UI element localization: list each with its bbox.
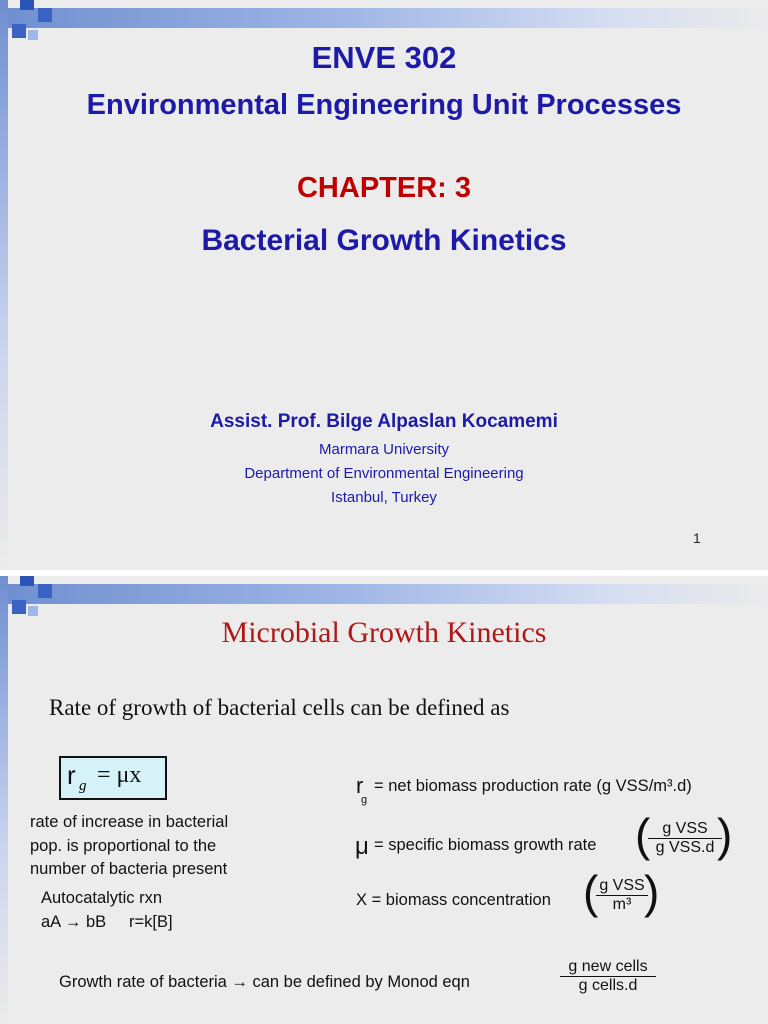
decor-square [12,600,26,614]
mu-units-numerator: g VSS [662,820,708,837]
autocatalytic-reaction: aA → bB r=k[B] [41,913,173,931]
left-paren: ( [583,866,599,918]
growth-equation-box [59,756,167,800]
x-units [596,877,648,914]
monod-units-denominator: g cells.d [560,976,656,995]
page-number: 1 [693,530,701,546]
note-line: rate of increase in bacterial [30,813,229,831]
mu-definition: = specific biomass growth rate [374,836,597,854]
header-gradient-bar [0,8,768,28]
decor-square [20,576,34,586]
equation-subscript: g [79,778,87,794]
decor-square [20,0,34,10]
rg-subscript: g [361,794,368,806]
decor-square [28,606,38,616]
monod-units-numerator: g new cells [568,958,648,975]
mu-units-denominator: g VSS.d [648,838,722,857]
header-gradient-bar [0,584,768,604]
rg-symbol: r [356,773,364,798]
x-units-denominator: m³ [596,895,648,914]
left-gradient-bar [0,0,8,570]
x-units-numerator: g VSS [599,877,645,894]
x-definition: X = biomass concentration [356,891,551,909]
decor-square [28,30,38,40]
department: Department of Environmental Engineering [244,465,524,482]
note-line: pop. is proportional to the [30,837,217,855]
decor-square [12,24,26,38]
slide-title: Microbial Growth Kinetics [221,616,547,649]
author-name: Assist. Prof. Bilge Alpaslan Kocamemi [210,411,558,432]
chapter-topic: Bacterial Growth Kinetics [201,224,567,257]
rg-definition: = net biomass production rate (g VSS/m³.d) [374,777,692,795]
left-paren: ( [635,809,651,861]
university: Marmara University [318,441,450,458]
decor-square [38,584,52,598]
note-line: number of bacteria present [30,860,228,878]
monod-sentence: Growth rate of bacteria → can be defined by Monod eqn [59,973,470,991]
course-code: ENVE 302 [311,40,457,75]
right-paren: ) [717,809,733,861]
mu-units [648,820,722,857]
course-title: Environmental Engineering Unit Processes [86,89,682,121]
chapter-label: CHAPTER: 3 [296,172,471,204]
monod-units [560,958,656,995]
equation-rhs: = μx [97,762,142,788]
lead-sentence: Rate of growth of bacterial cells can be defined as [49,695,510,720]
location: Istanbul, Turkey [331,489,437,506]
content-slide [0,576,768,1024]
equation-lhs: r [67,760,76,790]
mu-symbol: μ [355,833,369,860]
right-paren: ) [644,866,660,918]
decor-square [38,8,52,22]
autocatalytic-label: Autocatalytic rxn [41,889,163,907]
